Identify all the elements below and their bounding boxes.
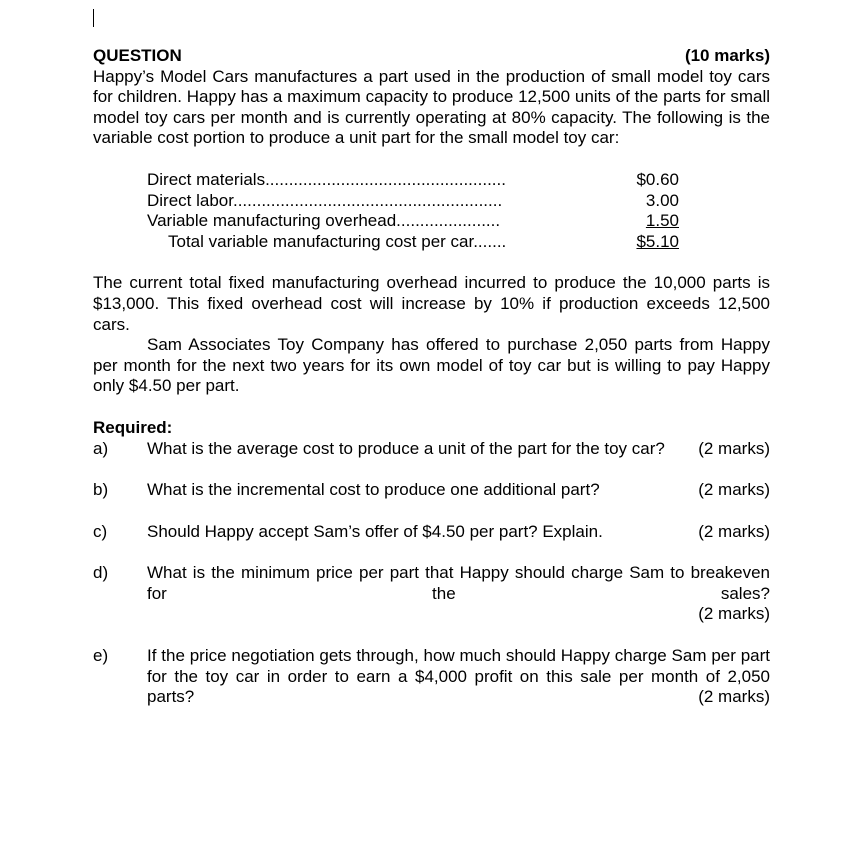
item-marks: (2 marks) bbox=[698, 521, 770, 541]
question-item bbox=[93, 480, 770, 501]
item-label: d) bbox=[93, 563, 109, 583]
item-marks: (2 marks) bbox=[698, 687, 770, 707]
cost-value: 1.50 bbox=[645, 211, 679, 231]
item-label: e) bbox=[93, 646, 109, 666]
question-item bbox=[93, 522, 770, 543]
text-cursor bbox=[93, 9, 94, 27]
item-text: Should Happy accept Sam’s offer of $4.50 per part? Explain. bbox=[147, 521, 603, 541]
cost-value: 3.00 bbox=[645, 190, 679, 210]
variable-cost-table bbox=[147, 170, 679, 252]
item-label: b) bbox=[93, 480, 109, 500]
question-heading bbox=[93, 46, 770, 67]
item-text: If the price negotiation gets through, how much should Happy charge Sam per part for the toy car in order to earn a $4,000 profit on this sale per month of 2,050 parts? bbox=[147, 646, 770, 707]
intro-paragraph: Happy’s Model Cars manufactures a part used in the production of small model toy cars for children. Happy has a maximum capacity to produce 12,500 units of the parts for small model toy cars per month and is currently operating at 80% capacity. The following is the variable cost portion to produce a unit part for the small model toy car: bbox=[93, 66, 770, 148]
offer-paragraph: Sam Associates Toy Company has offered to purchase 2,050 parts from Happy per month for the next two years for its own model of toy car but is willing to pay Happy only $4.50 per part. bbox=[93, 335, 770, 396]
question-item bbox=[93, 646, 770, 708]
document-page bbox=[93, 46, 770, 708]
cost-value: $0.60 bbox=[636, 169, 679, 189]
item-text: What is the average cost to produce a unit of the part for the toy car? bbox=[147, 438, 665, 458]
cost-label: Direct labor......................................................... bbox=[147, 190, 503, 210]
cost-label: Variable manufacturing overhead...................... bbox=[147, 211, 501, 231]
cost-row bbox=[147, 170, 679, 191]
cost-label: Direct materials................................................... bbox=[147, 169, 506, 189]
cost-row bbox=[147, 191, 679, 212]
question-marks: (10 marks) bbox=[684, 46, 770, 65]
cost-row-total bbox=[147, 232, 679, 253]
cost-value-total: $5.10 bbox=[636, 231, 679, 251]
item-label: c) bbox=[93, 521, 108, 541]
fixed-overhead-paragraph: The current total fixed manufacturing overhead incurred to produce the 10,000 parts is $13,000. This fixed overhead cost will increase by 10% if production exceeds 12,500 cars. bbox=[93, 273, 770, 334]
cost-label: Total variable manufacturing cost per car....... bbox=[168, 231, 507, 251]
question-item bbox=[93, 563, 770, 625]
required-heading: Required: bbox=[93, 417, 173, 437]
item-marks: (2 marks) bbox=[698, 604, 770, 624]
item-marks: (2 marks) bbox=[698, 438, 770, 458]
cost-row bbox=[147, 211, 679, 232]
item-label: a) bbox=[93, 438, 109, 458]
question-title: QUESTION bbox=[93, 46, 182, 65]
item-text: What is the minimum price per part that Happy should charge Sam to breakeven for the sales? bbox=[147, 563, 770, 603]
item-text: What is the incremental cost to produce one additional part? bbox=[147, 480, 600, 500]
question-item bbox=[93, 439, 770, 460]
item-marks: (2 marks) bbox=[698, 480, 770, 500]
